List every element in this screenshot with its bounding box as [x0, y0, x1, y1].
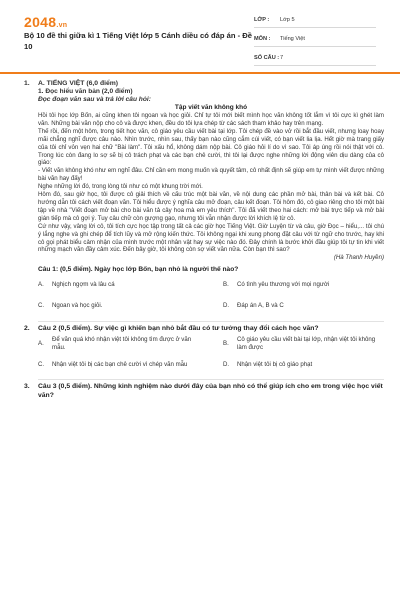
reading-instruction: Đọc đoạn văn sau và trả lời câu hỏi: — [38, 96, 151, 103]
question-2-option-a[interactable]: A. Để văn quá khó nhận việt tôi không tìm được ở văn mẫu. — [38, 335, 192, 351]
document-meta — [254, 12, 376, 66]
meta-row-subject: MÔN : Tiếng Việt — [254, 31, 376, 47]
passage-paragraph: Thế rồi, đến một hôm, trong tiết học văn, cô giáo yêu cầu viết bài tại lớp. Tôi chép đề vào vở rồi bắt đầu viết, nhưng loay hoay mãi chẳng nghĩ được câu nào. Nhìn trước, nhìn sau, thấy bạn nào cũng cắm cúi viết, có bạn viết lia lịa. Hết giờ mà trang giấy của tôi chỉ vỏn vẹn hai chữ "Bài làm". Tôi xấu hổ, không dám nộp bài. Cô giáo hỏi lí do vì sao. Tôi áp úng rồi nói thật với cô. Trong lúc còn đang lo sợ sẽ bị cô trách phạt và các bạn chê cười, thì tôi lại được nghe những lời động viên dịu dàng của cô giáo: — [38, 127, 384, 167]
reading-part-heading: 1. Đọc hiểu văn bản (2,0 điểm) — [38, 88, 133, 95]
passage-paragraph: Hôm đó, sau giờ học, tôi được cô giải thích về cấu trúc một bài văn, về nội dung các phần mở bài, thân bài và kết bài. Cô hướng dẫn tôi cách viết đoạn văn. Tôi hiểu được ý nghĩa câu mở đoạn, câu kết đoạn. Tôi hôm đó, cô giao riêng cho tôi một bài tập về nhà "Viết đoạn mở bài cho bài văn tả cây hoa mà em yêu thích". Tôi đã viết theo hai cách: mở bài trực tiếp và mở bài gián tiếp mà cô gợi ý. Tuy câu chữ còn gượng gạo, nhưng tôi vẫn nhận được lời khích lệ từ cô. — [38, 191, 384, 222]
question-1-option-a[interactable]: A. Nghịch ngợm và lâu cá — [38, 281, 115, 289]
question-2-options — [38, 333, 384, 375]
question-2-title: 2. Câu 2 (0,5 điểm). Sự việc gì khiến bạn nhỏ bắt đầu có tư tưởng thay đổi cách học văn? — [24, 324, 319, 332]
passage-paragraph: Cứ như vậy, vâng lời cô, tôi tích cực học tập trong tất cả các giờ học Tiếng Việt. Giờ Luyện từ và câu, giờ Đọc – hiểu,... tôi chú ý lắng nghe và ghi chép để tích lũy và mở rộng kiến thức. Tôi không ngại khi xung phong đặt câu với từ ngữ cho trước, hay khi cô gọi phát biểu cảm nhận của mình trước một nhân vật hay sự việc nào đó. Đây chính là bước khởi đầu giúp tôi tự tin khi viết những mạch văn đầy cảm xúc. Đến bây giờ, tôi không còn sợ viết văn nữa. Còn bạn thì sao? — [38, 222, 384, 254]
header-divider — [0, 72, 400, 74]
question-divider — [38, 321, 384, 322]
document-header — [0, 0, 400, 72]
question-2-option-b[interactable]: B. Cô giáo yêu cầu viết bài tại lớp, nhận việt tôi không làm được — [223, 335, 376, 351]
question-2-option-d[interactable]: D. Nhận việt tôi bị cô giáo phạt — [223, 360, 313, 368]
meta-row-grade: LỚP : Lớp 5 — [254, 12, 376, 28]
question-3-title: 3. Câu 3 (0,5 điểm). Những kinh nghiệm nào dưới đây của bạn nhỏ có thể giúp ích cho em trong việc học viết văn? — [24, 383, 383, 399]
meta-row-question-count: SỐ CÂU : 7 — [254, 50, 376, 66]
passage-title: Tập viết văn không khó — [174, 104, 248, 111]
question-1-options — [38, 275, 384, 317]
document-title: Bộ 10 đề thi giữa kì 1 Tiếng Việt lớp 5 Cánh diều có đáp án - Đề 10 — [24, 31, 252, 51]
question-2-option-c[interactable]: C. Nhận việt tôi bị các bạn chê cười vì chép văn mẫu — [38, 360, 188, 368]
question-1-option-b[interactable]: B. Có tình yêu thương với mọi người — [223, 281, 330, 289]
passage-paragraph: Nghe những lời đó, trong lòng tôi như có một khung trời mới. — [38, 183, 203, 191]
passage-author: (Hà Thanh Huyền) — [333, 254, 384, 262]
passage-paragraph: Hồi tôi học lớp Bốn, ai cũng khen tôi ngoan và học giỏi. Chỉ tự tôi mới biết mình học văn không tốt lắm vì tôi cực kì ghét làm văn. Những bài văn nộp cho cô và được khen, đều do tôi lựa chép từ các sách tham khảo hay trên mạng. — [38, 112, 384, 127]
passage-paragraph: - Viết văn không khó như em nghĩ đâu. Chỉ cần em mong muốn và quyết tâm, cô nhất định sẽ giúp em tự mình viết được những bài văn hay đấy! — [38, 167, 384, 183]
question-1-option-c[interactable]: C. Ngoan và học giỏi. — [38, 302, 103, 310]
site-logo[interactable]: 2048.vn — [24, 14, 68, 30]
question-divider — [38, 379, 384, 380]
section-heading: 1. A. TIẾNG VIỆT (6,0 điểm) — [24, 80, 119, 87]
question-1-title: Câu 1: (0,5 điểm). Ngày học lớp Bốn, bạn nhỏ là người thế nào? — [38, 266, 239, 274]
question-1-option-d[interactable]: D. Đáp án A, B và C — [223, 302, 284, 310]
document-content — [24, 80, 384, 400]
